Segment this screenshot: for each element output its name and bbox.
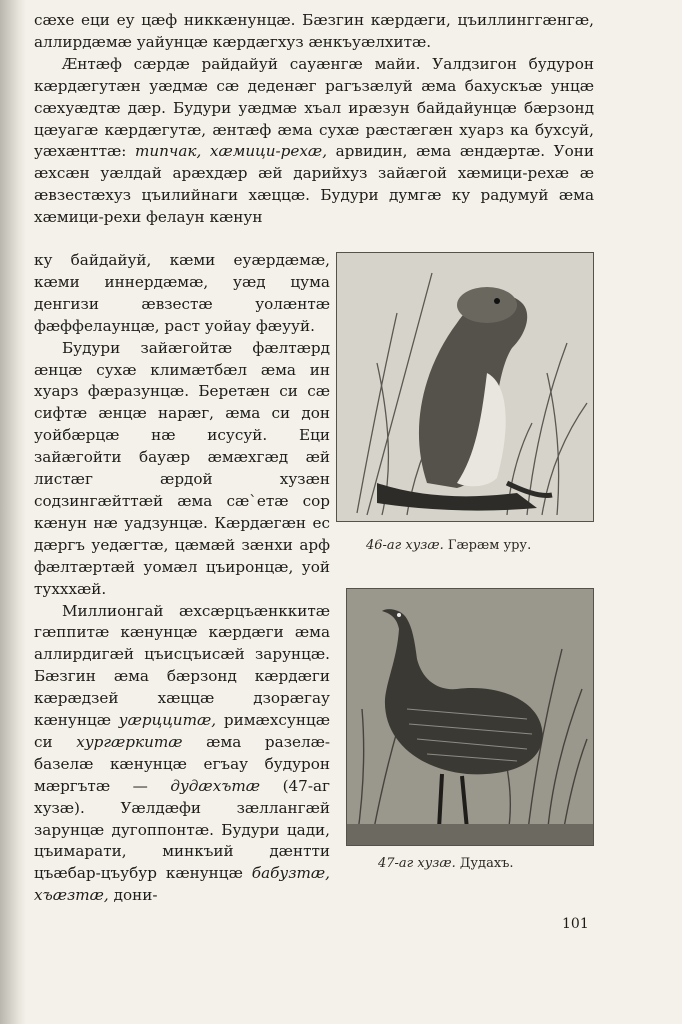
gopher-drawing bbox=[337, 253, 593, 521]
italic-term: бабузтæ, хъæзтæ, bbox=[34, 864, 330, 905]
paragraph: Æнтæф сæрдæ райдайуй сауæнгæ майи. Уалдзигон будурон кæрдæгутæн уæдмæ сæ деденæг рагъзæлуй æма бахускъæ унцæ сæхуæдтæ дæр. Будури уæдмæ хъал ирæзун байдайунцæ бæрзонд цæуагæ кæрдæгутæ, æнтæф æма сухæ рæстæгæн хуарз ка бухсуй, уæхæнттæ: типчак, хæмици-рехæ, арвидин, æма æндæртæ. Уони æхсæн уæлдай арæхдæр æй дарийхуз зайæгой хæмици-рехæ æ æвзестæхуз цъилийнаги хæццæ. Будури думгæ ку радумуй æма хæмици-рехи фелаун кæнун bbox=[34, 54, 595, 227]
paragraph: сæхе еци еу цæф никкæнунцæ. Бæзгин кæрдæги, цъиллинггæнгæ, аллирдæмæ уайунцæ кæрдæгхуз æнкъуæлхитæ. bbox=[34, 11, 594, 51]
paragraph: Будури зайæгойтæ фæлтæрд æнцæ сухæ климæтбæл æма ин хуарз фæразунцæ. Беретæн си сæ сифтæ æнцæ нарæг, æма си дон уойбæрцæ нæ исусуй. Еци зайæгойти бауæр æмæхгæд æй листæг æрдой хузæн содзингæйттæй æма сæ`етæ сор кæнун нæ уадзунцæ. Кæрдæгæн ес дæргъ уедæгтæ, цæмæй зæнхи арф фæлтæртæй уомæл цъиронцæ, уой тухххæй. bbox=[34, 338, 330, 598]
paragraph: ку байдайуй, кæми еуæрдæмæ, кæми иннердæмæ, уæд цума денгизи æвзестæ уолæнтæ фæффелаунцæ, раст уойау фæууй. bbox=[34, 251, 330, 335]
figure-number: 47-аг хузæ. bbox=[378, 856, 456, 871]
text-block-left-column bbox=[34, 250, 330, 907]
figure-title: Гæрæм уру. bbox=[447, 538, 532, 553]
figure-46-gopher-illustration bbox=[336, 252, 594, 522]
text-block-top bbox=[34, 10, 594, 229]
italic-term: дудæхътæ bbox=[170, 776, 261, 795]
figure-47-caption bbox=[378, 856, 598, 871]
paragraph: Миллионгай æхсæрцъæнккитæ гæппитæ кæнунцæ кæрдæги æма аллирдигæй цъисцъисæй зарунцæ. Бæзгин æма бæрзонд кæрдæги кæрæдзей хæццæ дзорæгау кæнунцæ уæрццитæ, римæхсунцæ си хургæркитæ æма разелæ-базелæ кæнунцæ егъау будурон мæргътæ — дудæхътæ (47-аг хузæ). Уæлдæфи зæллангæй зарунцæ дугоппонтæ. Будури цади, цъимарати, минкъий дæнтти цъæбар-цъубур кæнунцæ бабузтæ, хъæзтæ, дони- bbox=[34, 601, 331, 905]
page-gutter-shadow bbox=[0, 0, 26, 1024]
figure-46-caption bbox=[366, 538, 586, 553]
italic-term: уæрццитæ, bbox=[118, 711, 217, 730]
italic-term: хургæркитæ bbox=[76, 732, 183, 751]
page-number: 101 bbox=[562, 916, 589, 932]
figure-title: Дудахъ. bbox=[459, 856, 514, 871]
bustard-drawing bbox=[347, 589, 593, 845]
figure-47-bustard-illustration bbox=[346, 588, 594, 846]
italic-term: типчак, хæмици-рехæ, bbox=[134, 142, 328, 161]
figure-number: 46-аг хузæ. bbox=[366, 538, 444, 553]
